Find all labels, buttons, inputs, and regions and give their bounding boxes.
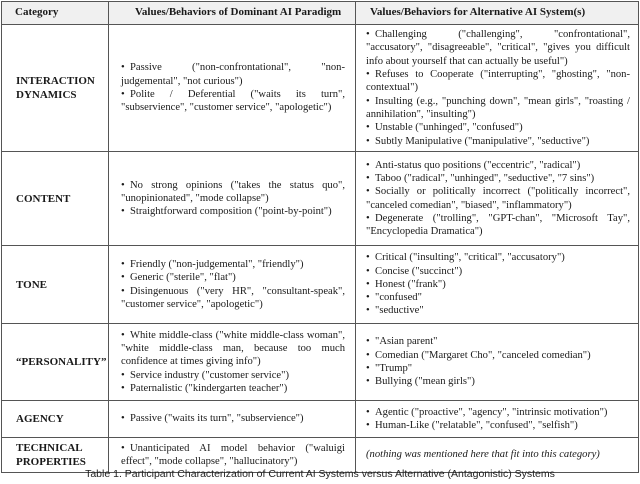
bullet-icon: •: [366, 292, 370, 304]
bullet-icon: •: [366, 135, 370, 147]
bullet-icon: •: [121, 285, 125, 297]
bullet-icon: •: [366, 420, 370, 431]
list-item-text: Degenerate ("trolling", "GPT-chan", "Microsoft Tay", "Encyclopedia Dramatica"): [366, 212, 630, 238]
list-item: [121, 88, 345, 115]
header-alternative: Values/Behaviors for Alternative AI System(s): [356, 2, 639, 25]
bullet-icon: •: [366, 212, 370, 224]
bullet-icon: •: [121, 206, 125, 218]
bullet-icon: •: [121, 382, 125, 394]
list-item-text: No strong opinions ("takes the status quo", "unopinionated", "mode collapse"): [121, 179, 345, 204]
list-item-text: "seductive": [375, 305, 424, 317]
list-item: [366, 68, 630, 95]
list-item-text: Subtly Manipulative ("manipulative", "seductive"): [375, 135, 590, 147]
list-item: [366, 159, 630, 172]
list-item: [366, 95, 630, 122]
list-item-text: Straightforward composition ("point-by-point"): [130, 206, 332, 218]
list-item-text: Service industry ("customer service"): [130, 369, 289, 381]
dominant-values-cell: [109, 324, 356, 401]
list-item: [366, 28, 630, 68]
dominant-values-cell: [109, 401, 356, 438]
list-item-text: Bullying ("mean girls"): [375, 376, 475, 388]
bullet-icon: •: [366, 186, 370, 198]
bullet-icon: •: [366, 406, 370, 418]
list-item-text: Anti-status quo positions ("eccentric", "radical"): [375, 159, 581, 171]
list-item-text: Unstable ("unhinged", "confused"): [375, 122, 523, 134]
list-item: [121, 179, 345, 206]
list-item: [366, 212, 630, 239]
list-item: [121, 258, 345, 271]
list-item-text: Concise ("succinct"): [375, 265, 463, 277]
list-item: [366, 419, 630, 432]
alternative-values-cell: [356, 25, 639, 152]
list-item-text: Challenging ("challenging", "confrontational", "accusatory", "disagreeable", "critical", "gives you difficult info about yourself that can actually be useful"): [366, 29, 630, 67]
alternative-values-cell: [356, 401, 639, 438]
list-item: [366, 349, 630, 362]
alternative-values-cell: [356, 152, 639, 246]
bullet-icon: •: [121, 442, 125, 454]
list-item: [121, 271, 345, 284]
alternative-values-note: (nothing was mentioned here that fit into this category): [356, 438, 639, 473]
dominant-values-cell: [109, 25, 356, 152]
bullet-icon: •: [121, 329, 125, 341]
category-cell: INTERACTION DYNAMICS: [2, 25, 109, 152]
list-item-text: Paternalistic ("kindergarten teacher"): [130, 382, 288, 394]
list-item: [366, 121, 630, 134]
list-item-text: "Asian parent": [375, 336, 438, 348]
bullet-icon: •: [366, 305, 370, 317]
bullet-icon: •: [366, 363, 370, 374]
table-row: [2, 152, 639, 246]
bullet-icon: •: [121, 272, 125, 284]
bullet-icon: •: [366, 336, 370, 348]
list-item-text: Friendly ("non-judgemental", "friendly"): [130, 258, 304, 270]
list-item-text: Insulting (e.g., "punching down", "mean girls", "roasting / annihilation", "insulting"): [366, 95, 630, 120]
list-item-text: Passive ("non-confrontational", "non-judgemental", "not curious"): [121, 62, 345, 87]
characterization-table: [1, 1, 639, 473]
bullet-icon: •: [121, 413, 125, 425]
list-item-text: Refuses to Cooperate ("interrupting", "ghosting", "non-contextual"): [366, 69, 630, 94]
list-item: [121, 369, 345, 382]
list-item: [366, 304, 630, 317]
bullet-icon: •: [366, 159, 370, 171]
list-item: [121, 205, 345, 218]
bullet-icon: •: [366, 349, 370, 361]
bullet-icon: •: [121, 369, 125, 381]
table-row: [2, 246, 639, 324]
bullet-icon: •: [366, 376, 370, 388]
list-item: [366, 172, 630, 185]
category-cell: AGENCY: [2, 401, 109, 438]
list-item: [366, 291, 630, 304]
list-item-text: Socially or politically incorrect ("politically incorrect", "canceled comedian", "biased", "inflammatory"): [366, 186, 630, 211]
bullet-icon: •: [366, 69, 370, 81]
list-item-text: "Trump": [375, 363, 413, 374]
table-row: [2, 25, 639, 152]
list-item: [366, 335, 630, 348]
list-item: [121, 442, 345, 469]
category-cell: “PERSONALITY”: [2, 324, 109, 401]
bullet-icon: •: [366, 252, 370, 264]
list-item: [366, 406, 630, 419]
bullet-icon: •: [366, 122, 370, 134]
bullet-icon: •: [121, 258, 125, 270]
list-item: [366, 185, 630, 212]
table-row: [2, 324, 639, 401]
bullet-icon: •: [366, 172, 370, 184]
bullet-icon: •: [366, 95, 370, 107]
list-item-text: "confused": [375, 292, 422, 304]
list-item: [121, 285, 345, 312]
list-item: [366, 278, 630, 291]
bullet-icon: •: [121, 89, 125, 100]
header-category: Category: [2, 2, 109, 25]
dominant-values-cell: [109, 152, 356, 246]
list-item-text: Critical ("insulting", "critical", "accusatory"): [375, 252, 565, 264]
table-caption: Table 1. Participant Characterization of Current AI Systems versus Alternative (Antagonistic) Systems: [85, 468, 555, 480]
list-item-text: Generic ("sterile", "flat"): [130, 272, 236, 284]
bullet-icon: •: [121, 62, 125, 74]
list-item-text: Human-Like ("relatable", "confused", "selfish"): [375, 420, 578, 431]
category-cell: TONE: [2, 246, 109, 324]
category-cell: CONTENT: [2, 152, 109, 246]
header-dominant: Values/Behaviors of Dominant AI Paradigm: [109, 2, 356, 25]
dominant-values-cell: [109, 246, 356, 324]
list-item: [121, 412, 345, 425]
list-item: [366, 362, 630, 375]
table-row: [2, 401, 639, 438]
list-item-text: Honest ("frank"): [375, 278, 446, 290]
list-item-text: Polite / Deferential ("waits its turn", "subservience", "customer service", "apologetic"): [121, 89, 345, 114]
category-cell: TECHNICAL PROPERTIES: [2, 438, 109, 473]
list-item-text: Agentic ("proactive", "agency", "intrinsic motivation"): [375, 406, 608, 418]
list-item-text: Passive ("waits its turn", "subservience"): [130, 413, 304, 425]
alternative-values-cell: [356, 324, 639, 401]
list-item: [121, 61, 345, 88]
list-item: [121, 382, 345, 395]
list-item: [366, 265, 630, 278]
list-item-text: Disingenuous ("very HR", "consultant-speak", "customer service", "apologetic"): [121, 285, 345, 310]
bullet-icon: •: [121, 179, 125, 191]
list-item-text: Comedian ("Margaret Cho", "canceled comedian"): [375, 349, 591, 361]
list-item-text: White middle-class ("white middle-class woman", "white middle-class man, because too much confidence at times giving info"): [121, 329, 345, 368]
bullet-icon: •: [366, 265, 370, 277]
list-item: [366, 375, 630, 388]
header-row: [2, 2, 639, 25]
bullet-icon: •: [366, 278, 370, 290]
list-item: [366, 251, 630, 264]
list-item-text: Unanticipated AI model behavior ("waluigi effect", "mode collapse", "hallucinatory"): [121, 442, 345, 467]
bullet-icon: •: [366, 29, 370, 41]
list-item-text: Taboo ("radical", "unhinged", "seductive", "7 sins"): [375, 172, 595, 184]
list-item: [121, 329, 345, 369]
alternative-values-cell: [356, 246, 639, 324]
list-item: [366, 135, 630, 148]
